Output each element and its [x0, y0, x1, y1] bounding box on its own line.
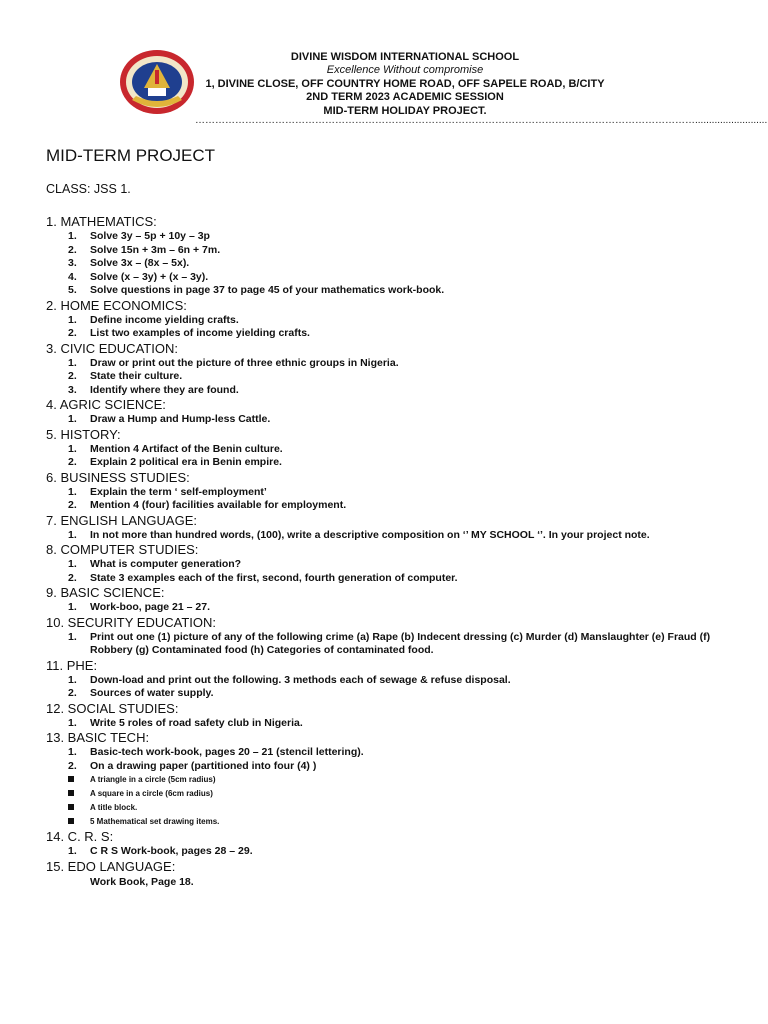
task-number: 2.: [68, 759, 77, 772]
subject-section: [46, 585, 726, 615]
subject-heading: 11. PHE:: [46, 657, 98, 673]
subject-heading: 13. BASIC TECH:: [46, 730, 150, 745]
task-list: [46, 230, 726, 298]
sub-task-text: A title block.: [90, 803, 138, 812]
sub-task-item: [46, 787, 726, 801]
task-item: [46, 529, 726, 543]
project-title: MID-TERM HOLIDAY PROJECT.: [323, 105, 487, 117]
sub-task-text: A triangle in a circle (5cm radius): [90, 775, 216, 784]
task-number: 1.: [68, 356, 77, 369]
task-number: 1.: [68, 716, 77, 729]
task-text: Mention 4 Artifact of the Benin culture.: [90, 442, 283, 455]
task-number: 1.: [68, 313, 77, 326]
task-number: 5.: [68, 284, 77, 296]
task-list: [46, 631, 726, 658]
task-text: State 3 examples each of the first, second, fourth generation of computer.: [90, 571, 458, 584]
task-list: [46, 601, 726, 615]
task-list: [46, 674, 726, 701]
task-text: Solve 15n + 3m – 6n + 7m.: [90, 243, 221, 256]
task-number: 1.: [68, 601, 77, 613]
subject-heading: 5. HISTORY:: [46, 426, 121, 442]
task-text: What is computer generation?: [90, 558, 242, 570]
sub-task-item: [46, 801, 726, 815]
task-text: On a drawing paper (partitioned into four (4) ): [90, 759, 317, 772]
subject-heading: 4. AGRIC SCIENCE:: [46, 397, 166, 412]
task-list: [46, 717, 726, 731]
task-list: [46, 845, 726, 859]
task-number: 1.: [68, 528, 77, 541]
task-item: [46, 244, 726, 258]
task-list: [46, 529, 726, 543]
task-item: [46, 357, 726, 371]
task-item: [46, 572, 726, 586]
task-number: 2.: [68, 456, 77, 468]
subject-section: [46, 542, 726, 585]
task-text: Draw a Hump and Hump-less Cattle.: [90, 413, 271, 425]
school-name: DIVINE WISDOM INTERNATIONAL SCHOOL: [290, 51, 520, 63]
task-item: [46, 601, 726, 615]
task-text: Draw or print out the picture of three ethnic groups in Nigeria.: [90, 356, 399, 369]
school-motto: Excellence Without compromise: [326, 64, 484, 76]
subject-heading: 1. MATHEMATICS:: [46, 214, 157, 229]
dotted-divider: ……………………………………………………………………………………………………………………………………..........................: [195, 115, 768, 126]
task-item: [46, 443, 726, 457]
subject-list: [46, 214, 726, 889]
task-number: 2.: [68, 243, 77, 256]
task-text: Define income yielding crafts.: [90, 313, 239, 326]
subject-section: [46, 701, 726, 731]
subject-section: [46, 298, 726, 341]
task-number: 2.: [68, 571, 77, 584]
task-text: Solve (x – 3y) + (x – 3y).: [90, 270, 209, 283]
square-bullet-icon: [68, 790, 74, 796]
task-number: 4.: [68, 270, 77, 283]
task-item: [46, 413, 726, 427]
task-number: 1.: [68, 485, 77, 498]
task-item: [46, 284, 726, 298]
subject-section: [46, 513, 726, 543]
task-item: [46, 486, 726, 500]
task-number: 1.: [68, 442, 77, 455]
task-number: 3.: [68, 383, 77, 396]
task-item: [46, 717, 726, 731]
task-text: Basic-tech work-book, pages 20 – 21 (stencil lettering).: [90, 746, 364, 758]
academic-session: 2ND TERM 2023 ACADEMIC SESSION: [306, 91, 504, 103]
subject-section: [46, 829, 726, 859]
task-text: Down-load and print out the following. 3 methods each of sewage & refuse disposal.: [90, 673, 511, 686]
task-number: 3.: [68, 257, 77, 269]
task-text: In not more than hundred words, (100), write a descriptive composition on ‘’ MY SCHOOL ‘’. In your project note.: [90, 528, 650, 541]
task-text: Work-boo, page 21 – 27.: [90, 601, 211, 613]
task-item: [46, 760, 726, 774]
task-text: List two examples of income yielding crafts.: [90, 327, 310, 339]
task-number: 2.: [68, 370, 77, 382]
square-bullet-icon: [68, 804, 74, 810]
subject-section: [46, 730, 726, 829]
task-text: Print out one (1) picture of any of the following crime (a) Rape (b) Indecent dressing (c) Murder (d) Manslaughter (e) Fraud (f) Robbery (g) Contaminated food (h) Categories of contaminated food.: [90, 630, 711, 656]
task-item: [46, 558, 726, 572]
task-list: [46, 314, 726, 341]
subject-section: [46, 397, 726, 427]
task-text: Work Book, Page 18.: [90, 875, 194, 888]
subject-heading: 15. EDO LANGUAGE:: [46, 858, 176, 874]
task-number: 1.: [68, 413, 77, 425]
task-number: 1.: [68, 630, 77, 643]
task-item: [46, 746, 726, 760]
task-list: [46, 413, 726, 427]
task-number: 1.: [68, 845, 77, 857]
subject-section: [46, 341, 726, 398]
task-list: [46, 357, 726, 398]
task-number: 1.: [68, 230, 77, 242]
subject-heading: 9. BASIC SCIENCE:: [46, 585, 165, 600]
task-item: [46, 456, 726, 470]
subject-section: [46, 615, 726, 658]
task-item: [46, 327, 726, 341]
task-number: 1.: [68, 558, 77, 570]
task-item: [46, 257, 726, 271]
task-list: [46, 558, 726, 585]
task-item: [46, 314, 726, 328]
task-number: 1.: [68, 746, 77, 758]
class-label: CLASS: JSS 1.: [46, 182, 131, 196]
sub-task-text: 5 Mathematical set drawing items.: [90, 817, 220, 826]
task-number: 2.: [68, 687, 77, 699]
subject-heading: 14. C. R. S:: [46, 829, 114, 844]
task-text: Solve 3y – 5p + 10y – 3p: [90, 230, 210, 242]
page-title: MID-TERM PROJECT: [46, 146, 216, 165]
task-text: Explain the term ‘ self-employment’: [90, 485, 267, 498]
task-text: Explain 2 political era in Benin empire.: [90, 456, 282, 468]
task-text: Sources of water supply.: [90, 687, 214, 699]
task-item: [46, 370, 726, 384]
subject-section: [46, 470, 726, 513]
task-item: [46, 631, 726, 658]
subject-heading: 10. SECURITY EDUCATION:: [46, 614, 216, 630]
sub-task-item: [46, 815, 726, 829]
task-list: [46, 443, 726, 470]
square-bullet-icon: [68, 818, 74, 824]
subject-heading: 2. HOME ECONOMICS:: [46, 297, 187, 313]
task-text: C R S Work-book, pages 28 – 29.: [90, 845, 253, 857]
square-bullet-icon: [68, 776, 74, 782]
subject-heading: 6. BUSINESS STUDIES:: [46, 469, 190, 485]
task-number: 1.: [68, 673, 77, 686]
task-text: Write 5 roles of road safety club in Nigeria.: [90, 716, 303, 729]
task-text: Solve 3x – (8x – 5x).: [90, 257, 190, 269]
task-text: Identify where they are found.: [90, 383, 239, 396]
subject-heading: 7. ENGLISH LANGUAGE:: [46, 512, 197, 528]
task-item: [46, 845, 726, 859]
task-item: [46, 230, 726, 244]
sub-task-item: [46, 773, 726, 787]
task-item: [46, 499, 726, 513]
subject-section: [46, 214, 726, 298]
sub-task-text: A square in a circle (6cm radius): [90, 789, 213, 798]
school-crest-icon: [118, 48, 196, 116]
task-item: [46, 271, 726, 285]
subject-section: [46, 859, 726, 889]
task-number: 2.: [68, 499, 77, 511]
subject-heading: 12. SOCIAL STUDIES:: [46, 700, 179, 716]
task-item: [46, 687, 726, 701]
subject-heading: 8. COMPUTER STUDIES:: [46, 542, 199, 557]
task-list: [46, 486, 726, 513]
task-item: [46, 674, 726, 688]
subject-section: [46, 427, 726, 470]
subject-heading: 3. CIVIC EDUCATION:: [46, 340, 178, 356]
task-text: State their culture.: [90, 370, 183, 382]
task-text: Solve questions in page 37 to page 45 of your mathematics work-book.: [90, 284, 445, 296]
task-item: [46, 384, 726, 398]
task-list: [46, 746, 726, 773]
school-address: 1, DIVINE CLOSE, OFF COUNTRY HOME ROAD, OFF SAPELE ROAD, B/CITY: [205, 78, 605, 90]
task-text: Mention 4 (four) facilities available for employment.: [90, 499, 347, 511]
task-number: 2.: [68, 327, 77, 339]
subject-section: [46, 658, 726, 701]
